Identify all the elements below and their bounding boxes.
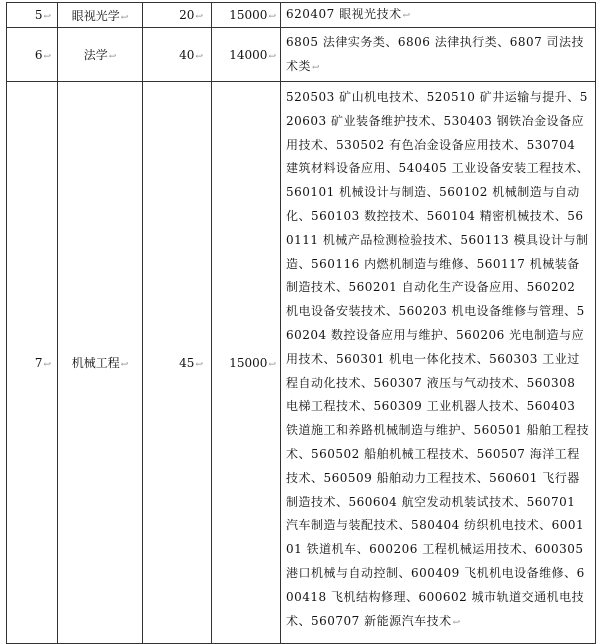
table-row xyxy=(7,3,596,28)
major-table xyxy=(6,2,596,644)
table-row xyxy=(7,82,596,644)
tuition-amount: 14000↩ xyxy=(212,28,281,82)
discipline-name: 机械工程↩ xyxy=(58,82,143,644)
enrollment-count: 20↩ xyxy=(143,3,212,28)
row-number: 5↩ xyxy=(7,3,58,28)
discipline-name: 眼视光学↩ xyxy=(58,3,143,28)
row-number: 7↩ xyxy=(7,82,58,644)
eligible-majors: 6805 法律实务类、6806 法律执行类、6807 司法技术类↩ xyxy=(281,28,596,82)
eligible-majors: 520503 矿山机电技术、520510 矿井运输与提升、520603 矿业装备维护技术、530403 钢铁冶金设备应用技术、530502 有色冶金设备应用技术、530704 建筑材料设备应用、540405 工业设备安装工程技术、560101 机械设计与制造、560102 机械制造与自动化、560103 数控技术、560104 精密机械技术、560111 机械产品检测检验技术、560113 模具设计与制造、560116 内燃机制造与维修、560117 机械装备制造技术、560201 自动化生产设备应用、560202 机电设备安装技术、560203 机电设备维修与管理、560204 数控设备应用与维护、560206 光电制造与应用技术、560301 机电一体化技术、560303 工业过程自动化技术、560307 液压与气动技术、560308 电梯工程技术、560309 工业机器人技术、560403 铁道施工和养路机械制造与维护、560501 船舶工程技术、560502 船舶机械工程技术、560507 海洋工程技术、560509 船舶动力工程技术、560601 飞行器制造技术、560604 航空发动机装试技术、560701 汽车制造与装配技术、580404 纺织机电技术、600101 铁道机车、600206 工程机械运用技术、600305 港口机械与自动控制、600409 飞机机电设备维修、600418 飞机结构修理、600602 城市轨道交通机电技术、560707 新能源汽车技术↩ xyxy=(281,82,596,644)
enrollment-count: 40↩ xyxy=(143,28,212,82)
row-number: 6↩ xyxy=(7,28,58,82)
tuition-amount: 15000↩ xyxy=(212,3,281,28)
enrollment-count: 45↩ xyxy=(143,82,212,644)
eligible-majors: 620407 眼视光技术↩ xyxy=(281,3,596,28)
tuition-amount: 15000↩ xyxy=(212,82,281,644)
discipline-name: 法学↩ xyxy=(58,28,143,82)
table-row xyxy=(7,28,596,82)
